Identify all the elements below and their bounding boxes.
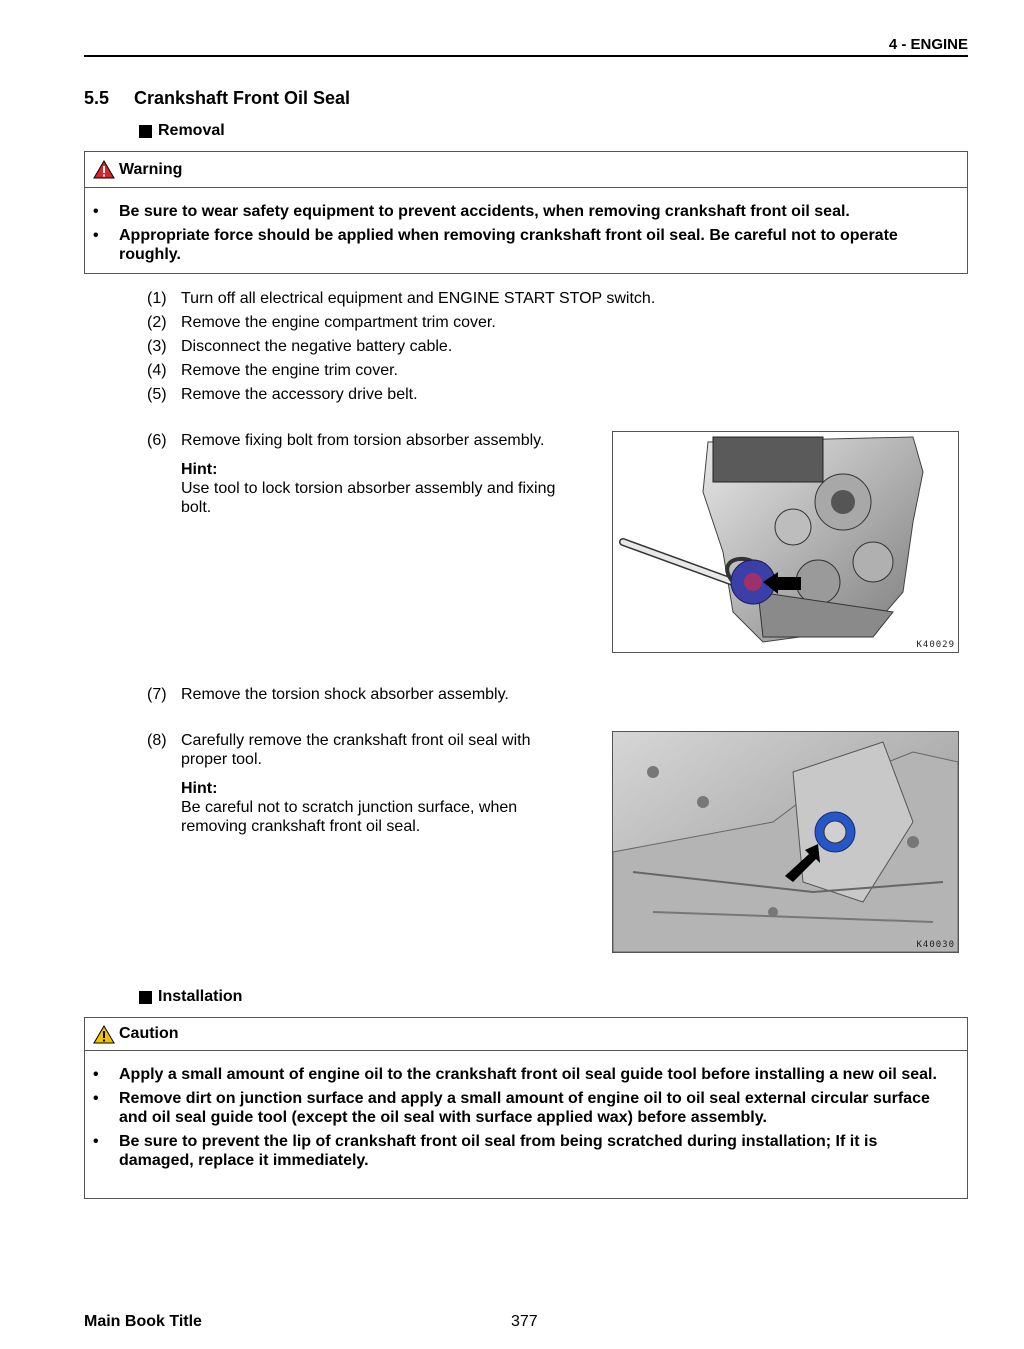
warning-list (85, 188, 967, 275)
caution-item: • Be sure to prevent the lip of crankshaft front oil seal from being scratched during installation; If it is damaged, replace it immediately. (93, 1133, 878, 1169)
section-number: 5.5 (84, 88, 110, 108)
warning-box (84, 151, 968, 274)
step-item: (5) Remove the accessory drive belt. (147, 386, 418, 403)
removal-heading-label: Removal (158, 122, 225, 139)
header-divider (84, 55, 968, 57)
hint-label: Hint: (181, 461, 218, 478)
figure-code: K40029 (916, 640, 955, 650)
installation-heading-label: Installation (158, 988, 243, 1005)
caution-triangle-icon (93, 1025, 115, 1044)
removal-heading (139, 122, 225, 140)
step-text: Carefully remove the crankshaft front oil seal with proper tool. (181, 732, 531, 768)
step-item: (4) Remove the engine trim cover. (147, 362, 398, 379)
caution-box (84, 1017, 968, 1199)
installation-heading (139, 988, 242, 1006)
caution-item: • Apply a small amount of engine oil to the crankshaft front oil seal guide tool before installing a new oil seal. (93, 1066, 937, 1083)
step-item: (1) Turn off all electrical equipment and ENGINE START STOP switch. (147, 290, 656, 307)
square-bullet-icon (139, 125, 152, 138)
warning-item: • Appropriate force should be applied when removing crankshaft front oil seal. Be careful not to operate roughly. (93, 227, 898, 263)
step-item: (6) Remove fixing bolt from torsion absorber assembly. Hint: Use tool to lock torsion absorber assembly and fixing bolt. (147, 431, 581, 517)
engine-front-with-tool-illustration (613, 432, 958, 652)
figure-oil-seal (612, 731, 959, 953)
warning-item: • Be sure to wear safety equipment to prevent accidents, when removing crankshaft front oil seal. (93, 203, 850, 220)
step-item: (8) Carefully remove the crankshaft front oil seal with proper tool. Hint: Be careful not to scratch junction surface, when removing crankshaft front oil seal. (147, 731, 561, 836)
engine-oil-seal-illustration (613, 732, 958, 952)
step-item: (2) Remove the engine compartment trim cover. (147, 314, 496, 331)
hint-text: Be careful not to scratch junction surface, when removing crankshaft front oil seal. (181, 799, 518, 835)
caution-item: • Remove dirt on junction surface and apply a small amount of engine oil to oil seal external circular surface and oil seal guide tool (except the oil seal with surface applied wax) before assembly. (93, 1090, 930, 1126)
chapter-header: 4 - ENGINE (888, 36, 968, 53)
warning-triangle-icon (93, 160, 115, 179)
hint-text: Use tool to lock torsion absorber assembly and fixing bolt. (181, 480, 556, 516)
page-number: 377 (511, 1313, 538, 1330)
hint-label: Hint: (181, 780, 218, 797)
figure-torsion-absorber (612, 431, 959, 653)
square-bullet-icon (139, 991, 152, 1004)
step-item: (7) Remove the torsion shock absorber assembly. (147, 686, 509, 703)
warning-label: Warning (119, 160, 183, 178)
section-title: Crankshaft Front Oil Seal (134, 88, 351, 108)
step-text: Remove fixing bolt from torsion absorber assembly. (181, 432, 545, 449)
footer-book-title: Main Book Title (84, 1313, 202, 1330)
step-item: (3) Disconnect the negative battery cable. (147, 338, 453, 355)
figure-code: K40030 (916, 940, 955, 950)
caution-list (85, 1051, 967, 1181)
caution-label: Caution (119, 1025, 179, 1042)
warning-header (85, 152, 967, 188)
caution-header (85, 1018, 967, 1051)
